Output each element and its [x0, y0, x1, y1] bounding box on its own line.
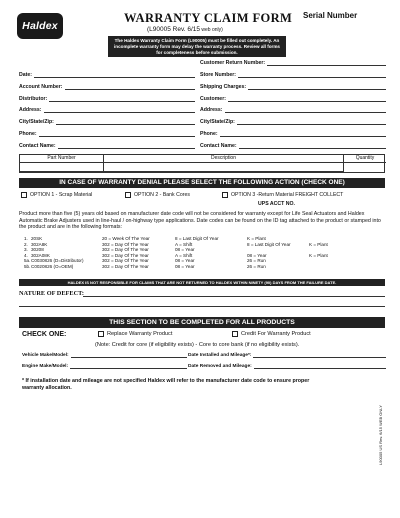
vehicle-make-field[interactable]	[22, 353, 187, 358]
shipping-charges-field[interactable]	[200, 84, 386, 90]
option-bank-cores[interactable]	[125, 190, 190, 200]
option-scrap[interactable]	[21, 190, 92, 200]
customer-field[interactable]	[200, 96, 386, 102]
form-title: WARRANTY CLAIM FORM	[124, 11, 293, 25]
description-header: Description	[104, 155, 343, 163]
store-number-label: Store Number:	[200, 72, 237, 78]
completion-notice: The Haldex Warranty Claim Form (L90005) must be filled out completely. An incomplete warranty form may delay the warranty process. Review all forms for completeness before submission.	[108, 36, 286, 57]
defect-line-1[interactable]	[83, 296, 385, 297]
replace-checkbox[interactable]	[98, 331, 104, 337]
account-number-field[interactable]	[19, 84, 195, 90]
customer-label: Customer:	[200, 96, 226, 102]
form-code-text: (L90005 Rev. 6/15	[147, 26, 200, 33]
ups-account-label: UPS ACCT NO.	[258, 201, 295, 207]
option-return-label: OPTION 3 -Return Material FREIGHT COLLECT	[231, 192, 344, 198]
distributor-city-field[interactable]	[19, 119, 195, 125]
replace-product-option[interactable]	[98, 331, 172, 337]
date-removed-field[interactable]	[188, 364, 386, 369]
products-banner: THIS SECTION TO BE COMPLETED FOR ALL PRODUCTS	[19, 317, 385, 328]
replace-label: Replace Warranty Product	[107, 331, 173, 337]
credit-product-option[interactable]	[232, 331, 311, 337]
date-field[interactable]	[19, 72, 195, 78]
part-number-column[interactable]	[20, 155, 104, 172]
store-number-field[interactable]	[200, 72, 386, 78]
engine-make-field[interactable]	[22, 364, 187, 369]
option-return-material[interactable]	[222, 190, 343, 200]
customer-return-number-field[interactable]	[200, 60, 386, 66]
description-column[interactable]	[104, 155, 344, 172]
date-code-row: 4. 302A08K 302 = Day Of The Year A = Shift 08 = Year K = Plant	[24, 252, 328, 258]
installation-footnote: * If installation date and mileage are not specified Haldex will refer to the manufacturer date code to ensure proper warranty allocation.	[22, 378, 310, 391]
logo-text: Haldex	[22, 20, 58, 32]
distributor-field[interactable]	[19, 96, 195, 102]
shipping-charges-label: Shipping Charges:	[200, 84, 247, 90]
web-only-text: web only)	[200, 27, 223, 33]
option-bank-cores-checkbox[interactable]	[125, 192, 131, 198]
form-code	[147, 26, 223, 33]
date-removed-label: Date Removed and Mileage:	[188, 364, 252, 369]
customer-address-field[interactable]	[200, 107, 386, 113]
option-scrap-checkbox[interactable]	[21, 192, 27, 198]
side-form-code: L90005 US Rev. 6/15 WEB ONLY	[378, 405, 383, 465]
parts-table	[19, 154, 385, 173]
date-installed-label: Date Installed and Mileage*:	[188, 353, 252, 358]
denial-banner: IN CASE OF WARRANTY DENIAL PLEASE SELECT THE FOLLOWING ACTION (CHECK ONE)	[19, 178, 385, 188]
quantity-column[interactable]	[344, 155, 386, 172]
distributor-phone-label: Phone:	[19, 131, 37, 137]
customer-return-number-label: Customer Return Number:	[200, 60, 266, 66]
nature-of-defect-label: NATURE OF DEFECT:	[19, 290, 84, 297]
customer-contact-label: Contact Name:	[200, 143, 237, 149]
distributor-contact-field[interactable]	[19, 143, 195, 149]
check-one-label: CHECK ONE:	[22, 331, 67, 338]
distributor-city-label: City/State/Zip:	[19, 119, 54, 125]
credit-checkbox[interactable]	[232, 331, 238, 337]
date-code-row: 3. 30208 302 = Day Of The Year 08 = Year	[24, 247, 195, 253]
denial-options	[19, 190, 385, 200]
distributor-address-label: Address:	[19, 107, 42, 113]
distributor-contact-label: Contact Name:	[19, 143, 56, 149]
credit-note: (Note: Credit for core (if eligibility exists) - Core to core bank (if no eligibility exists).	[95, 342, 300, 348]
customer-contact-field[interactable]	[200, 143, 386, 149]
date-code-row: 5b. C0020826 (O=OEM) 302 = Day Of The Year 08 = Year 26 = Run	[24, 263, 266, 269]
account-number-label: Account Number:	[19, 84, 63, 90]
customer-city-label: City/State/Zip:	[200, 119, 235, 125]
date-code-list	[24, 236, 328, 270]
quantity-header: Quantity	[344, 155, 386, 163]
option-return-checkbox[interactable]	[222, 192, 228, 198]
distributor-label: Distributor:	[19, 96, 48, 102]
engine-make-label: Engine Make/Model:	[22, 364, 69, 369]
serial-number-label: Serial Number	[303, 11, 358, 20]
customer-phone-label: Phone:	[200, 131, 218, 137]
part-number-header: Part Number	[20, 155, 103, 163]
date-code-paragraph: Product more than five (5) years old based on manufacturer date code will not be considered for warranty except for Life Seal Actuators and Haldex Automatic Brake Adjusters used in line-haul / on-highway type applications. Date codes can be found on the ID tag attached to the product or stamped into the product and are in the following formats:	[19, 211, 381, 230]
date-installed-field[interactable]	[188, 353, 386, 358]
option-bank-cores-label: OPTION 2 - Bank Cores	[134, 192, 190, 198]
defect-line-2[interactable]	[19, 306, 385, 307]
date-code-row: 1. 20SK 20 = Week Of The Year 8 = Last Digit Of Year K = Plant	[24, 236, 266, 241]
customer-address-label: Address:	[200, 107, 223, 113]
customer-city-field[interactable]	[200, 119, 386, 125]
distributor-phone-field[interactable]	[19, 131, 195, 137]
distributor-address-field[interactable]	[19, 107, 195, 113]
vehicle-make-label: Vehicle Make/Model:	[22, 353, 69, 358]
option-scrap-label: OPTION 1 - Scrap Material	[30, 192, 93, 198]
responsibility-banner: HALDEX IS NOT RESPONSIBLE FOR CLAIMS THAT ARE NOT RETURNED TO HALDEX WITHIN NINETY (90) DAYS FROM THE FAILURE DATE.	[19, 279, 385, 286]
credit-label: Credit For Warranty Product	[241, 331, 311, 337]
customer-phone-field[interactable]	[200, 131, 386, 137]
date-code-row: 2. 302A8K 302 = Day Of The Year A = Shift 8 = Last Digit Of Year K = Plant	[24, 241, 328, 247]
haldex-logo	[17, 13, 63, 39]
date-label: Date:	[19, 72, 32, 78]
date-code-row: 5a. C0030826 (D=Distributor) 302 = Day Of The Year 08 = Year 26 = Run	[24, 258, 266, 264]
